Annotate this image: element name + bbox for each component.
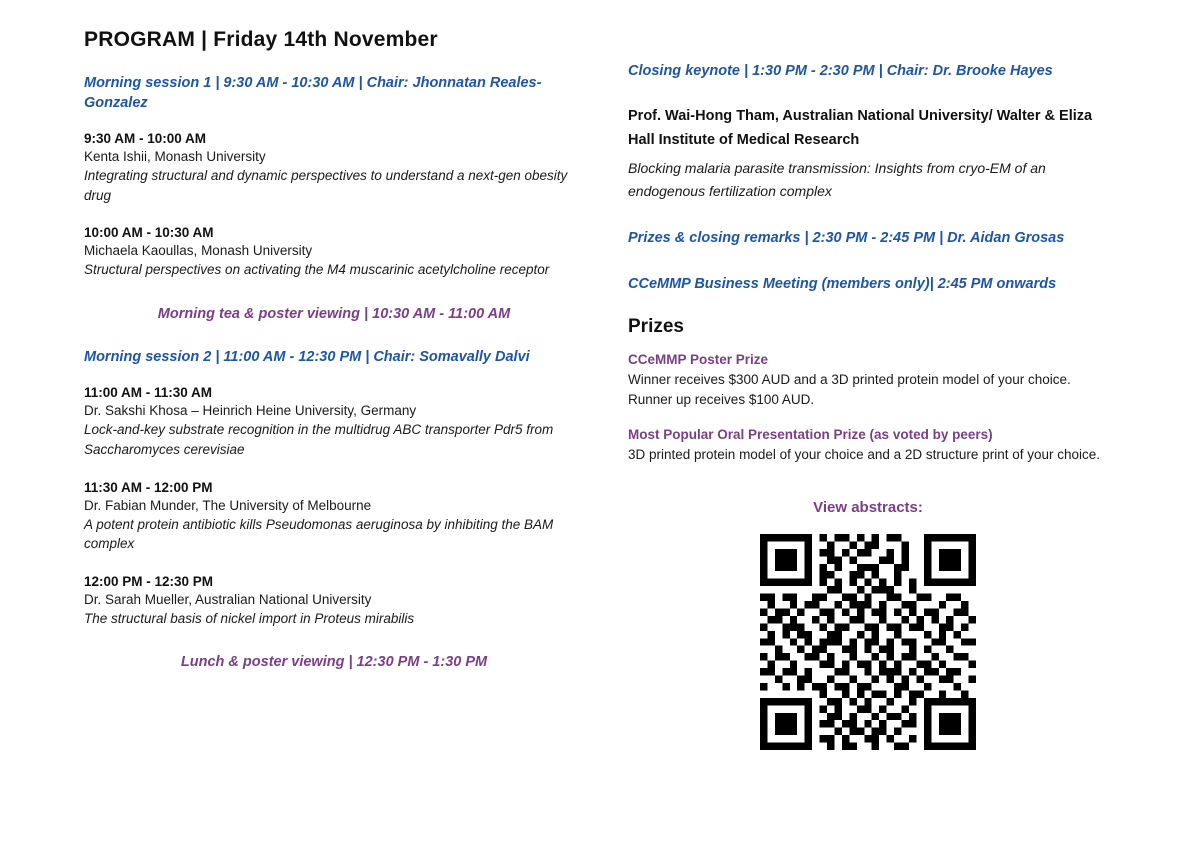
talk-item	[84, 131, 584, 205]
talk-time: 12:00 PM - 12:30 PM	[84, 573, 214, 589]
prize-description: 3D printed protein model of your choice and a 2D structure print of your choice.	[628, 447, 1100, 463]
keynote-speaker: Prof. Wai-Hong Tham, Australian National University/ Walter & Eliza Hall Institute of Medical Research	[628, 107, 1093, 149]
talk-speaker: Dr. Sakshi Khosa – Heinrich Heine University, Germany	[84, 403, 417, 419]
talk-title: Integrating structural and dynamic perspectives to understand a next-gen obesity drug	[84, 168, 568, 203]
prize-description: Winner receives $300 AUD and a 3D printed protein model of your choice. Runner up receives $100 AUD.	[628, 372, 1071, 407]
qr-code-container	[628, 534, 1108, 750]
talk-item	[84, 480, 584, 554]
page-title: PROGRAM | Friday 14th November	[84, 28, 438, 51]
talk-speaker: Michaela Kaoullas, Monash University	[84, 243, 313, 259]
keynote-talk-title: Blocking malaria parasite transmission: Insights from cryo-EM of an endogenous fertilization complex	[628, 159, 1046, 199]
qr-code-icon[interactable]	[760, 534, 976, 750]
talk-speaker: Dr. Sarah Mueller, Australian National University	[84, 591, 372, 607]
prizes-closing-remarks-heading: Prizes & closing remarks | 2:30 PM - 2:45 PM | Dr. Aidan Grosas	[628, 230, 1065, 247]
right-column	[628, 62, 1108, 750]
talk-speaker: Dr. Fabian Munder, The University of Melbourne	[84, 497, 372, 513]
talk-title: Lock-and-key substrate recognition in the multidrug ABC transporter Pdr5 from Saccharomyces cerevisiae	[84, 422, 554, 457]
talk-speaker: Kenta Ishii, Monash University	[84, 149, 266, 165]
talk-title: Structural perspectives on activating the M4 muscarinic acetylcholine receptor	[84, 262, 550, 278]
closing-keynote-heading: Closing keynote | 1:30 PM - 2:30 PM | Chair: Dr. Brooke Hayes	[628, 63, 1053, 79]
session-1-heading: Morning session 1 | 9:30 AM - 10:30 AM | Chair: Jhonnatan Reales-Gonzalez	[84, 75, 542, 111]
prize-name: CCeMMP Poster Prize	[628, 352, 769, 368]
lunch-break: Lunch & poster viewing | 12:30 PM - 1:30 PM	[180, 654, 488, 671]
talk-time: 9:30 AM - 10:00 AM	[84, 131, 207, 147]
prize-name: Most Popular Oral Presentation Prize (as voted by peers)	[628, 427, 993, 443]
talk-time: 10:00 AM - 10:30 AM	[84, 225, 214, 241]
left-column	[84, 28, 584, 696]
talk-time: 11:00 AM - 11:30 AM	[84, 385, 213, 401]
business-meeting-heading: CCeMMP Business Meeting (members only)| 2:45 PM onwards	[628, 275, 1057, 292]
talk-item	[84, 225, 584, 280]
talk-title: The structural basis of nickel import in Proteus mirabilis	[84, 610, 415, 626]
prize-item	[628, 352, 1108, 409]
prize-item	[628, 427, 1108, 465]
morning-tea-break: Morning tea & poster viewing | 10:30 AM - 11:00 AM	[157, 305, 511, 322]
talk-item	[84, 574, 584, 629]
talk-time: 11:30 AM - 12:00 PM	[84, 479, 213, 495]
talk-item	[84, 385, 584, 459]
talk-title: A potent protein antibiotic kills Pseudomonas aeruginosa by inhibiting the BAM complex	[84, 516, 554, 552]
prizes-section-title: Prizes	[628, 316, 684, 338]
session-2-heading: Morning session 2 | 11:00 AM - 12:30 PM | Chair: Somavally Dalvi	[84, 348, 530, 365]
view-abstracts-label: View abstracts:	[813, 498, 923, 516]
